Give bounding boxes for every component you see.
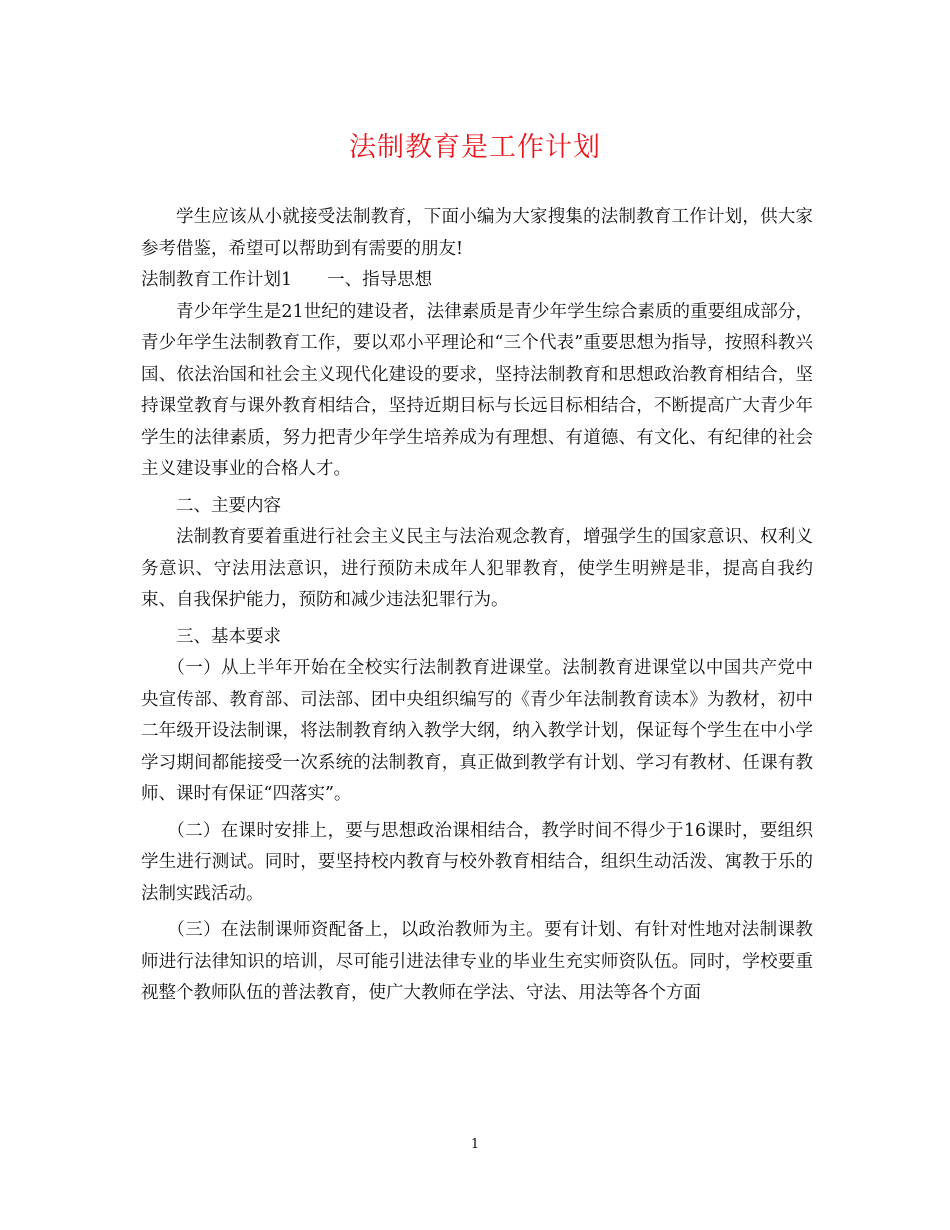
requirement-2-paragraph: （二）在课时安排上，要与思想政治课相结合，教学时间不得少于16课时，要组织学生进行测试。同时，要坚持校内教育与校外教育相结合，组织生动活泼、寓教于乐的法制实践活动。 [141, 820, 813, 904]
main-content-paragraph: 法制教育要着重进行社会主义民主与法治观念教育，增强学生的国家意识、权利义务意识、守法用法意识，进行预防未成年人犯罪教育，使学生明辨是非，提高自我约束、自我保护能力，预防和减少违法犯罪行为。 [141, 527, 813, 610]
section-heading-main-content: 二、主要内容 [176, 495, 281, 516]
plan-heading: 法制教育工作计划1 一、指导思想 [141, 270, 433, 290]
requirement-1-paragraph: （一）从上半年开始在全校实行法制教育进课堂。法制教育进课堂以中国共产党中央宣传部、教育部、司法部、团中央组织编写的《青少年法制教育读本》为教材，初中二年级开设法制课，将法制教育纳入教学大纲，纳入教学计划，保证每个学生在中小学学习期间都能接受一次系统的法制教育，真正做到教学有计划、学习有教材、任课有教师、课时有保证“四落实”。 [141, 658, 813, 804]
page-number: 1 [470, 1137, 480, 1152]
requirement-3-paragraph: （三）在法制课师资配备上，以政治教师为主。要有计划、有针对性地对法制课教师进行法律知识的培训，尽可能引进法律专业的毕业生充实师资队伍。同时，学校要重视整个教师队伍的普法教育，使广大教师在学法、守法、用法等各个方面 [141, 920, 813, 1003]
guiding-ideology-paragraph: 青少年学生是21世纪的建设者，法律素质是青少年学生综合素质的重要组成部分，青少年学生法制教育工作，要以邓小平理论和“三个代表”重要思想为指导，按照科教兴国、依法治国和社会主义现代化建设的要求，坚持法制教育和思想政治教育相结合，坚持课堂教育与课外教育相结合，坚持近期目标与长远目标相结合，不断提高广大青少年学生的法律素质，努力把青少年学生培养成为有理想、有道德、有文化、有纪律的社会主义建设事业的合格人才。 [141, 301, 813, 479]
document-title: 法制教育是工作计划 [349, 132, 601, 163]
intro-paragraph: 学生应该从小就接受法制教育，下面小编为大家搜集的法制教育工作计划，供大家参考借鉴，希望可以帮助到有需要的朋友! [141, 207, 813, 259]
document-body [141, 202, 813, 1010]
section-heading-basic-requirements: 三、基本要求 [176, 626, 281, 647]
